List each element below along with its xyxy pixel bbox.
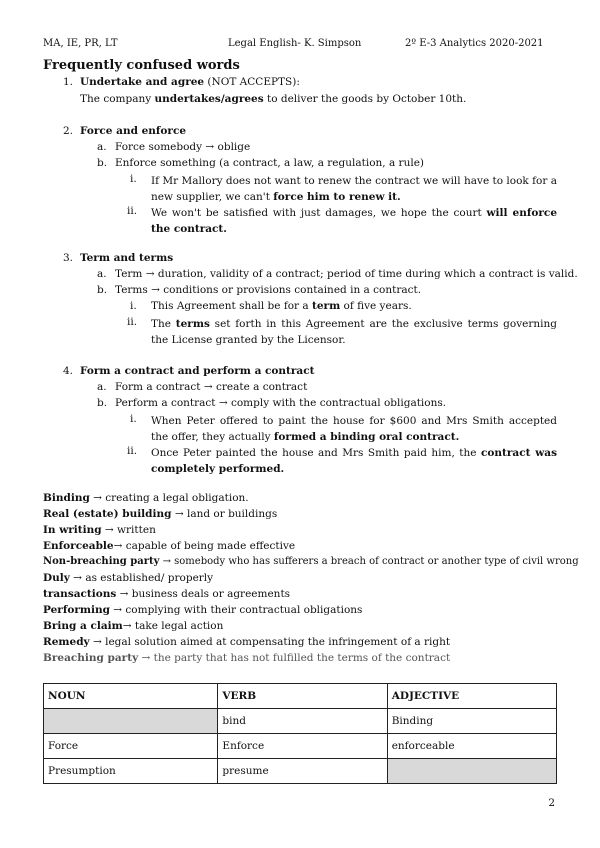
- section-4-example-2: Once Peter painted the house and Mrs Smith paid him, the contract was completely performed.: [151, 447, 557, 475]
- section-2-number: 2.: [63, 125, 74, 137]
- glossary-item-duly: Duly → as established/ properly: [43, 572, 214, 584]
- table-header-row: [44, 684, 557, 709]
- table-row: [44, 734, 557, 759]
- section-3-heading: Term and terms: [80, 252, 174, 264]
- section-4-item-b-mark: b.: [97, 397, 108, 409]
- table-cell: enforceable: [387, 734, 556, 759]
- section-3-number: 3.: [63, 252, 74, 264]
- glossary-item-in-writing: In writing → written: [43, 524, 156, 536]
- glossary-item-bring-a-claim: Bring a claim→ take legal action: [43, 620, 224, 632]
- section-4-number: 4.: [63, 365, 74, 377]
- header-right: 2º E-3 Analytics 2020-2021: [405, 38, 544, 49]
- table-cell-empty: [44, 709, 218, 734]
- table-row: [44, 709, 557, 734]
- table-cell-empty: [387, 759, 556, 784]
- page-title: Frequently confused words: [43, 58, 240, 73]
- section-2-example-2: We won't be satisfied with just damages, we hope the court will enforce the contract.: [151, 207, 557, 235]
- section-3-item-a: Term → duration, validity of a contract; period of time during which a contract is valid.: [115, 268, 578, 280]
- glossary-item-binding: Binding → creating a legal obligation.: [43, 492, 249, 504]
- section-4-example-1: When Peter offered to paint the house for $600 and Mrs Smith accepted the offer, they actually formed a binding oral contract.: [151, 415, 557, 443]
- glossary-item-enforceable: Enforceable→ capable of being made effective: [43, 540, 296, 552]
- glossary-item-performing: Performing → complying with their contractual obligations: [43, 604, 363, 616]
- section-2-item-b-mark: b.: [97, 157, 108, 169]
- section-3-example-1-mark: i.: [130, 300, 137, 312]
- section-1-heading: Undertake and agree (NOT ACCEPTS):: [80, 76, 300, 88]
- section-4-example-2-mark: ii.: [127, 445, 138, 457]
- table-cell: Presumption: [44, 759, 218, 784]
- header-left: MA, IE, PR, LT: [43, 38, 118, 49]
- section-2-example-2-mark: ii.: [127, 205, 138, 217]
- section-4-item-b: Perform a contract → comply with the contractual obligations.: [115, 397, 447, 409]
- section-3-item-b-mark: b.: [97, 284, 108, 296]
- section-4-item-a-mark: a.: [97, 381, 107, 393]
- header-center: Legal English- K. Simpson: [228, 38, 362, 49]
- glossary-item-breaching-party: Breaching party → the party that has not fulfilled the terms of the contract: [43, 652, 451, 664]
- glossary-item-remedy: Remedy → legal solution aimed at compensating the infringement of a right: [43, 636, 451, 648]
- section-2-heading: Force and enforce: [80, 125, 187, 137]
- table-cell: bind: [218, 709, 387, 734]
- table-cell: Binding: [387, 709, 556, 734]
- table-header-noun: NOUN: [44, 684, 218, 709]
- section-1-example: The company undertakes/agrees to deliver the goods by October 10th.: [80, 93, 467, 105]
- section-3-example-2-mark: ii.: [127, 316, 138, 328]
- section-4-example-1-mark: i.: [130, 413, 137, 425]
- section-4-item-a: Form a contract → create a contract: [115, 381, 308, 393]
- glossary-item-non-breaching-party: Non-breaching party → somebody who has sufferers a breach of contract or another type of civil wrong: [43, 556, 579, 567]
- section-2-item-b: Enforce something (a contract, a law, a regulation, a rule): [115, 157, 425, 169]
- word-form-table: [43, 683, 557, 784]
- glossary-item-real-estate: Real (estate) building → land or buildings: [43, 508, 278, 520]
- section-4-heading: Form a contract and perform a contract: [80, 365, 315, 377]
- glossary-item-transactions: transactions → business deals or agreements: [43, 588, 291, 600]
- section-1-number: 1.: [63, 76, 74, 88]
- section-3-item-a-mark: a.: [97, 268, 107, 280]
- section-2-item-a-mark: a.: [97, 141, 107, 153]
- section-2-example-1: If Mr Mallory does not want to renew the contract we will have to look for a new supplier, we can't force him to renew it.: [151, 175, 557, 203]
- table-header-adjective: ADJECTIVE: [387, 684, 556, 709]
- section-2-example-1-mark: i.: [130, 173, 137, 185]
- table-cell: Enforce: [218, 734, 387, 759]
- section-3-item-b: Terms → conditions or provisions contained in a contract.: [115, 284, 422, 296]
- table-cell: Force: [44, 734, 218, 759]
- section-2-item-a: Force somebody → oblige: [115, 141, 251, 153]
- section-3-example-2: The terms set forth in this Agreement are the exclusive terms governing the License granted by the Licensor.: [151, 318, 557, 346]
- table-cell: presume: [218, 759, 387, 784]
- table-header-verb: VERB: [218, 684, 387, 709]
- table-row: [44, 759, 557, 784]
- page-number: 2: [548, 797, 555, 809]
- section-3-example-1: This Agreement shall be for a term of five years.: [151, 300, 412, 312]
